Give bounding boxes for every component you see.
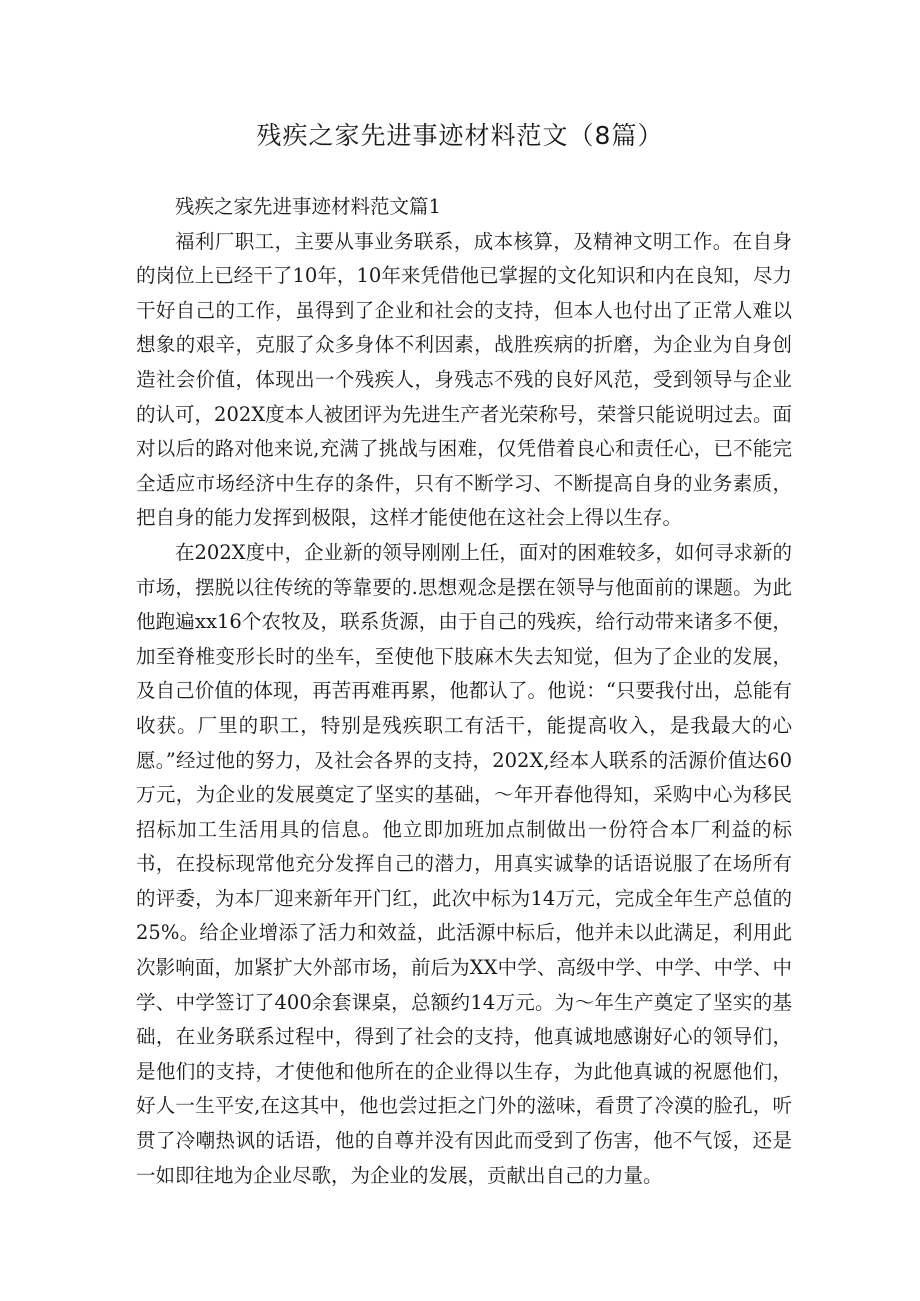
body-paragraph: 福利厂职工，主要从事业务联系，成本核算，及精神文明工作。在自身的岗位上已经干了10年，10年来凭借他已掌握的文化知识和内在良知，尽力干好自己的工作，虽得到了企业和社会的支持，但本人也付出了正常人难以想象的艰辛，克服了众多身体不利因素，战胜疾病的折磨，为企业为自身创造社会价值，体现出一个残疾人，身残志不残的良好风范，受到领导与企业的认可，202X度本人被团评为先进生产者光荣称号，荣誉只能说明过去。面对以后的路对他来说,充满了挑战与困难，仅凭借着良心和责任心，已不能完全适应市场经济中生存的条件，只有不断学习、不断提高自身的业务素质，把自身的能力发挥到极限，这样才能使他在这社会上得以生存。 xyxy=(136,229,792,530)
section-heading: 残疾之家先进事迹材料范文篇1 xyxy=(175,195,441,218)
document-body xyxy=(136,190,792,1193)
body-paragraph: 在202X度中，企业新的领导刚刚上任，面对的困难较多，如何寻求新的市场，摆脱以往传统的等靠要的.思想观念是摆在领导与他面前的课题。为此他跑遍xx16个农牧及，联系货源，由于自己的残疾，给行动带来诸多不便，加至脊椎变形长时的坐车，至使他下肢麻木失去知觉，但为了企业的发展，及自己价值的体现，再苦再难再累，他都认了。他说：“只要我付出，总能有收获。厂里的职工，特别是残疾职工有活干，能提高收入，是我最大的心愿。”经过他的努力，及社会各界的支持，202X,经本人联系的活源价值达60万元，为企业的发展奠定了坚实的基础，～年开春他得知，采购中心为移民招标加工生活用具的信息。他立即加班加点制做出一份符合本厂利益的标书，在投标现常他充分发挥自己的潜力，用真实诚挚的话语说服了在场所有的评委，为本厂迎来新年开门红，此次中标为14万元，完成全年生产总值的25%。给企业增添了活力和效益，此活源中标后，他并未以此满足，利用此次影响面，加紧扩大外部市场，前后为XX中学、高级中学、中学、中学、中学、中学签订了400余套课桌，总额约14万元。为～年生产奠定了坚实的基础，在业务联系过程中，得到了社会的支持，他真诚地感谢好心的领导们，是他们的支持，才使他和他所在的企业得以生存，为此他真诚的祝愿他们，好人一生平安,在这其中，他也尝过拒之门外的滋味，看贯了冷漠的脸孔，听贯了冷嘲热讽的话语，他的自尊并没有因此而受到了伤害，他不气馁，还是一如即往地为企业尽歌，为企业的发展，贡献出自己的力量。 xyxy=(136,540,792,1187)
document-title: 残疾之家先进事迹材料范文（8篇） xyxy=(256,121,664,150)
